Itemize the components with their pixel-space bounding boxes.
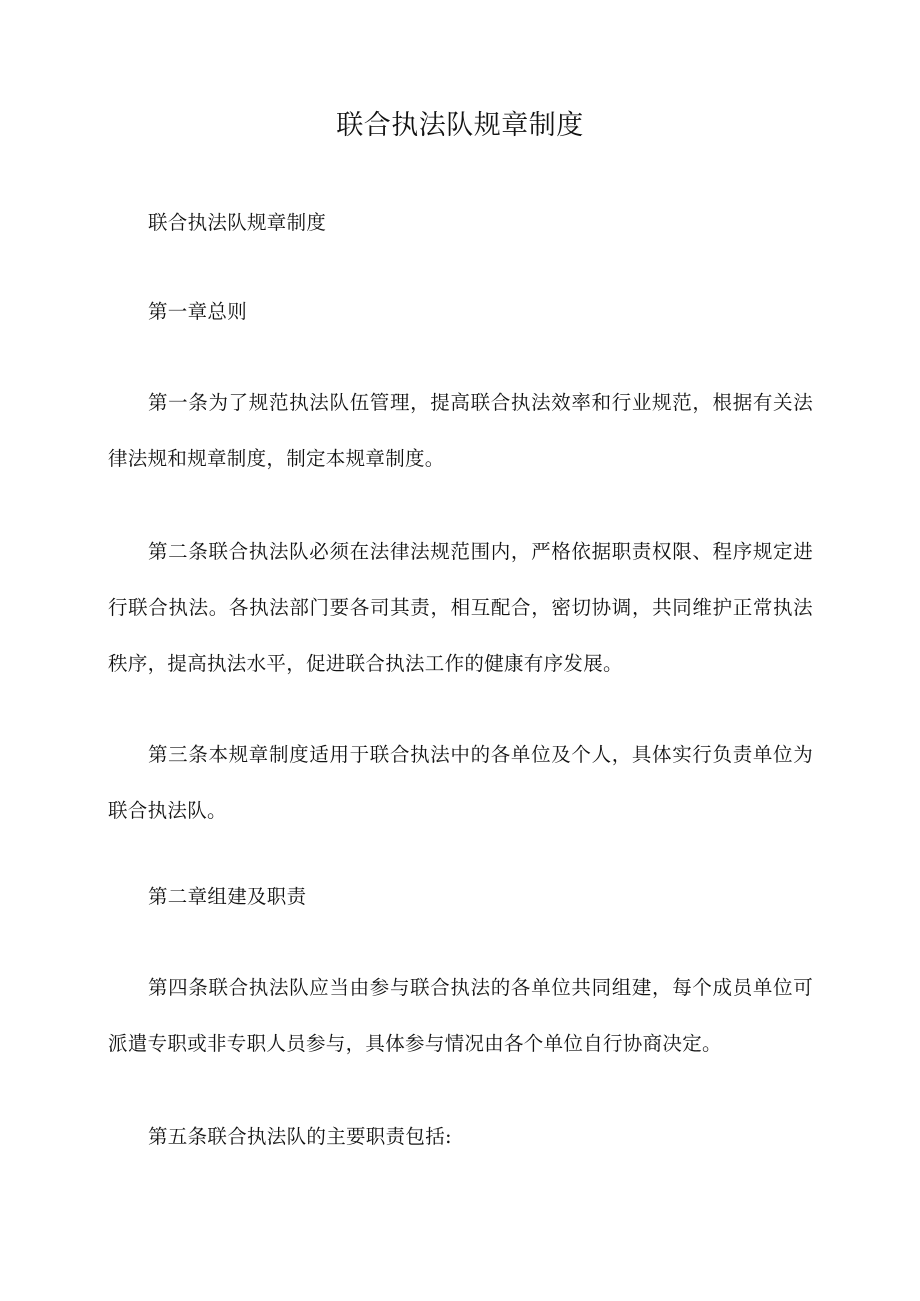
article-5-paragraph: 第五条联合执法队的主要职责包括: xyxy=(148,1125,452,1148)
subtitle-paragraph: 联合执法队规章制度 xyxy=(148,211,327,234)
document-title: 联合执法队规章制度 xyxy=(336,110,584,141)
article-2-paragraph: 第二条联合执法队必须在法律法规范围内，严格依据职责权限、程序规定进行联合执法。各执法部门要各司其责，相互配合，密切协调，共同维护正常执法秩序，提高执法水平，促进联合执法工作的健康有序发展。 xyxy=(108,540,813,675)
chapter-heading-1: 第一章总则 xyxy=(148,300,248,323)
article-3-paragraph: 第三条本规章制度适用于联合执法中的各单位及个人，具体实行负责单位为联合执法队。 xyxy=(108,743,813,822)
chapter-heading-2: 第二章组建及职责 xyxy=(148,885,307,908)
article-4-paragraph: 第四条联合执法队应当由参与联合执法的各单位共同组建，每个成员单位可派遣专职或非专职人员参与，具体参与情况由各个单位自行协商决定。 xyxy=(108,976,813,1055)
article-1-paragraph: 第一条为了规范执法队伍管理，提高联合执法效率和行业规范，根据有关法律法规和规章制度，制定本规章制度。 xyxy=(108,391,813,470)
